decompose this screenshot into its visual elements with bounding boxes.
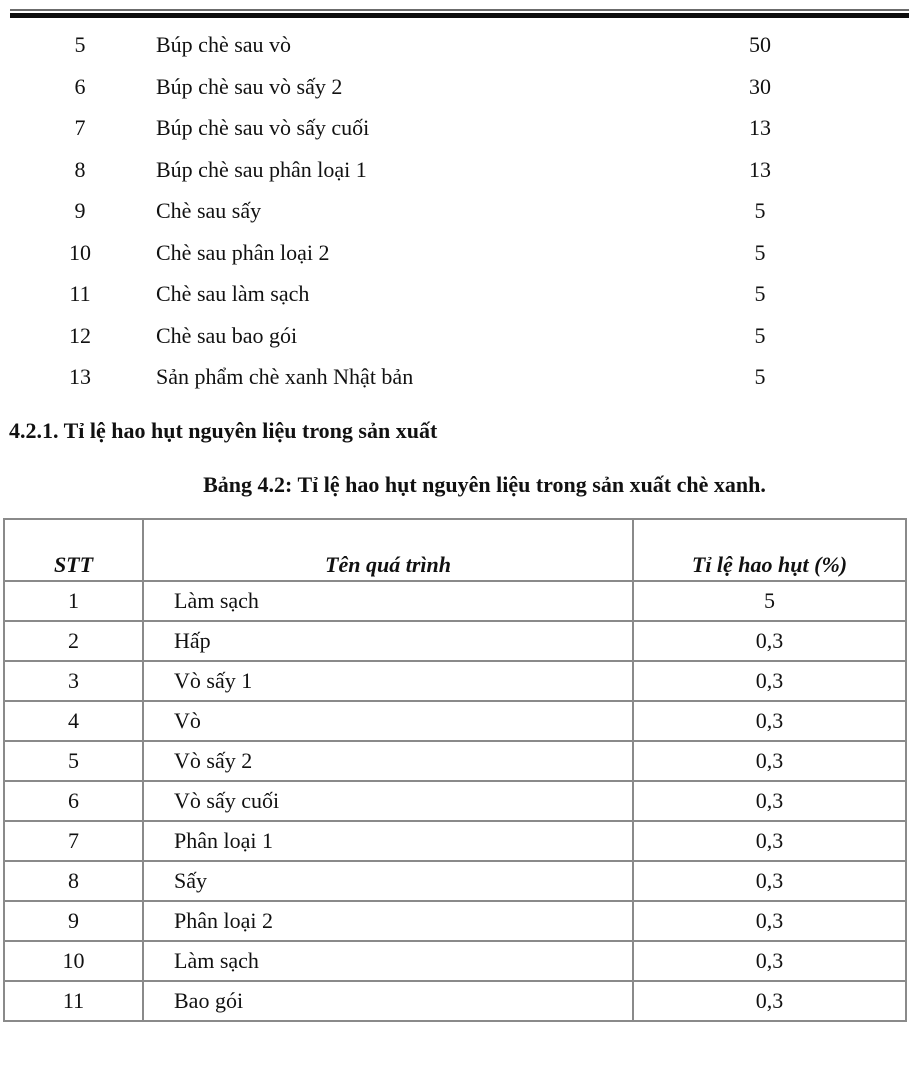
row-stt: 11	[69, 281, 91, 306]
table-row	[4, 861, 906, 901]
table-row	[0, 316, 909, 358]
row-stt: 12	[69, 322, 91, 348]
table-row	[4, 621, 906, 661]
row-name: Chè sau làm sạch	[156, 281, 310, 306]
cell-loss-rate: 0,3	[633, 861, 906, 901]
section-heading: 4.2.1. Tỉ lệ hao hụt nguyên liệu trong sản xuất	[9, 418, 438, 443]
cell-loss-rate: 0,3	[633, 941, 906, 981]
row-value: 30	[749, 73, 771, 99]
row-value: 13	[749, 115, 771, 140]
cell-process-name: Phân loại 1	[143, 821, 633, 861]
row-name: Chè sau bao gói	[156, 322, 298, 348]
table-4-1-continued	[0, 25, 909, 399]
cell-stt: 11	[4, 981, 143, 1021]
table-row	[0, 274, 909, 316]
row-stt: 6	[74, 73, 86, 99]
row-stt: 7	[74, 115, 86, 140]
cell-process-name: Hấp	[143, 621, 633, 661]
cell-loss-rate: 0,3	[633, 981, 906, 1021]
header-process-name: Tên quá trình	[143, 519, 633, 581]
cell-loss-rate: 0,3	[633, 901, 906, 941]
cell-stt: 6	[4, 781, 143, 821]
table-row	[0, 357, 909, 399]
row-name: Sản phẩm chè xanh Nhật bản	[156, 364, 414, 389]
cell-process-name: Làm sạch	[143, 581, 633, 621]
cell-stt: 8	[4, 861, 143, 901]
cell-loss-rate: 0,3	[633, 821, 906, 861]
cell-stt: 1	[4, 581, 143, 621]
row-value: 50	[749, 32, 771, 57]
page-header-rule	[10, 9, 909, 18]
cell-process-name: Vò sấy 2	[143, 741, 633, 781]
table-row	[4, 941, 906, 981]
cell-stt: 4	[4, 701, 143, 741]
row-stt: 5	[74, 32, 86, 57]
cell-stt: 2	[4, 621, 143, 661]
table-caption: Bảng 4.2: Tỉ lệ hao hụt nguyên liệu trong sản xuất chè xanh.	[203, 472, 766, 497]
table-row	[0, 233, 909, 275]
cell-loss-rate: 0,3	[633, 701, 906, 741]
table-row	[4, 581, 906, 621]
row-name: Búp chè sau vò	[156, 32, 292, 57]
cell-process-name: Phân loại 2	[143, 901, 633, 941]
cell-stt: 7	[4, 821, 143, 861]
row-value: 5	[754, 281, 766, 306]
cell-loss-rate: 0,3	[633, 661, 906, 701]
header-stt: STT	[4, 519, 143, 581]
table-4-2-loss-rates	[3, 518, 907, 1022]
cell-process-name: Vò	[143, 701, 633, 741]
row-value: 5	[754, 239, 766, 265]
table-row	[0, 25, 909, 67]
row-name: Búp chè sau phân loại 1	[156, 156, 367, 182]
table-row	[4, 741, 906, 781]
header-rule-thin-line	[10, 9, 909, 11]
cell-process-name: Vò sấy cuối	[143, 781, 633, 821]
cell-process-name: Làm sạch	[143, 941, 633, 981]
cell-loss-rate: 0,3	[633, 741, 906, 781]
cell-stt: 3	[4, 661, 143, 701]
table-row	[4, 901, 906, 941]
table-row	[4, 781, 906, 821]
table-row	[0, 150, 909, 192]
row-name: Chè sau sấy	[156, 198, 262, 223]
cell-process-name: Bao gói	[143, 981, 633, 1021]
row-value: 5	[754, 198, 766, 223]
row-stt: 9	[74, 198, 86, 223]
cell-stt: 10	[4, 941, 143, 981]
table-row	[4, 701, 906, 741]
cell-process-name: Vò sấy 1	[143, 661, 633, 701]
cell-stt: 9	[4, 901, 143, 941]
cell-stt: 5	[4, 741, 143, 781]
cell-loss-rate: 0,3	[633, 621, 906, 661]
cell-loss-rate: 5	[633, 581, 906, 621]
table-row	[4, 661, 906, 701]
row-name: Búp chè sau vò sấy 2	[156, 73, 343, 99]
row-value: 5	[754, 322, 766, 348]
header-rule-thick-line	[10, 13, 909, 18]
row-name: Búp chè sau vò sấy cuối	[156, 115, 370, 140]
table-row	[0, 108, 909, 150]
table-header-row	[4, 519, 906, 581]
row-value: 5	[754, 364, 766, 389]
table-row	[0, 67, 909, 109]
row-value: 13	[749, 156, 771, 182]
row-stt: 8	[74, 156, 86, 182]
table-row	[4, 821, 906, 861]
row-stt: 10	[69, 239, 91, 265]
row-stt: 13	[69, 364, 91, 389]
cell-process-name: Sấy	[143, 861, 633, 901]
row-name: Chè sau phân loại 2	[156, 239, 330, 265]
table-row	[0, 191, 909, 233]
cell-loss-rate: 0,3	[633, 781, 906, 821]
table-row	[4, 981, 906, 1021]
header-loss-rate: Tỉ lệ hao hụt (%)	[633, 519, 906, 581]
